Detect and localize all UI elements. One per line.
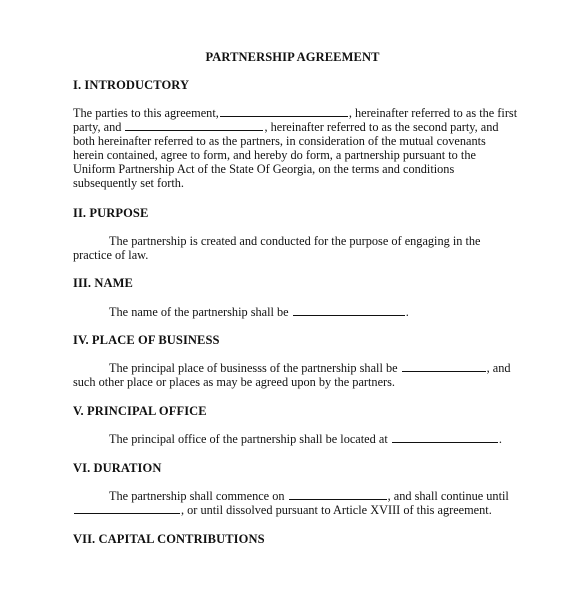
second-party-blank[interactable] (125, 120, 263, 131)
office-line-1-start: The principal office of the partnership shall be located at (109, 432, 388, 446)
name-line-1-start: The name of the partnership shall be (109, 305, 289, 319)
section-heading-introductory: I. INTRODUCTORY (73, 78, 190, 92)
first-party-blank[interactable] (220, 106, 348, 117)
section-heading-place-of-business: IV. PLACE OF BUSINESS (73, 333, 220, 347)
duration-line-2-end: , or until dissolved pursuant to Article XVIII of this agreement. (181, 503, 492, 517)
place-line-2: such other place or places as may be agreed upon by the partners. (73, 375, 395, 389)
intro-line-2 (73, 120, 499, 134)
place-line-1-end: , and (486, 361, 511, 375)
name-line-1-end: . (405, 305, 409, 319)
section-heading-duration: VI. DURATION (73, 461, 162, 475)
intro-line-3: both hereinafter referred to as the partners, in consideration of the mutual covenants (73, 134, 486, 148)
section-heading-principal-office: V. PRINCIPAL OFFICE (73, 404, 207, 418)
duration-line-1 (109, 489, 509, 503)
commence-date-blank[interactable] (289, 489, 387, 500)
intro-line-4: herein contained, agree to form, and hereby do form, a partnership pursuant to the (73, 148, 476, 162)
duration-line-1-start: The partnership shall commence on (109, 489, 285, 503)
duration-line-2 (73, 503, 492, 517)
intro-line-2-end: , hereinafter referred to as the second party, and (264, 120, 499, 134)
intro-line-1 (73, 106, 517, 120)
intro-line-6: subsequently set forth. (73, 176, 184, 190)
section-heading-capital-contributions: VII. CAPITAL CONTRIBUTIONS (73, 532, 265, 546)
office-line-1 (109, 432, 502, 446)
section-heading-name: III. NAME (73, 276, 133, 290)
duration-line-1-end: , and shall continue until (387, 489, 509, 503)
intro-line-5: Uniform Partnership Act of the State Of Georgia, on the terms and conditions (73, 162, 455, 176)
place-of-business-blank[interactable] (402, 361, 486, 372)
intro-line-1-end: , hereinafter referred to as the first (348, 106, 518, 120)
partnership-name-blank[interactable] (293, 305, 405, 316)
place-line-1 (109, 361, 511, 375)
place-line-1-start: The principal place of businesss of the partnership shall be (109, 361, 398, 375)
end-date-blank[interactable] (74, 503, 180, 514)
document-title: PARTNERSHIP AGREEMENT (205, 50, 380, 64)
purpose-line-1: The partnership is created and conducted for the purpose of engaging in the (109, 234, 481, 248)
intro-line-1-start: The parties to this agreement, (73, 106, 219, 120)
name-line-1 (109, 305, 409, 319)
purpose-line-2: practice of law. (73, 248, 149, 262)
principal-office-blank[interactable] (392, 432, 498, 443)
section-heading-purpose: II. PURPOSE (73, 206, 149, 220)
office-line-1-end: . (498, 432, 502, 446)
intro-line-2-start: party, and (73, 120, 122, 134)
